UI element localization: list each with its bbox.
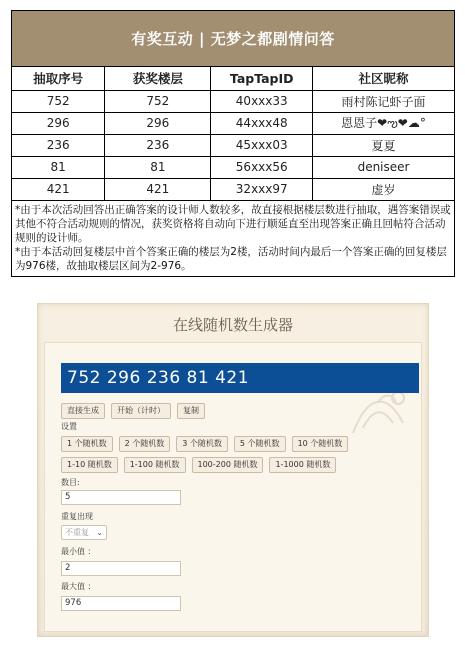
- cell-taptap-id: 44xxx48: [211, 112, 313, 134]
- table-row: [12, 134, 454, 156]
- preset-5-numbers-button[interactable]: 5 个随机数: [234, 436, 286, 452]
- repeat-label: 重复出现: [61, 512, 93, 521]
- cell-floor: 296: [105, 112, 211, 134]
- cell-nickname: 夏夏: [313, 134, 454, 156]
- cell-floor: 421: [105, 178, 211, 200]
- copy-button[interactable]: 复制: [177, 403, 205, 419]
- col-floor: 获奖楼层: [105, 67, 211, 90]
- count-presets: [61, 436, 348, 452]
- note-paragraph: *由于本活动回复楼层中首个答案正确的楼层为2楼，活动时间内最后一个答案正确的回复楼层为976楼，故抽取楼层区间为2-976。: [15, 245, 447, 272]
- cell-taptap-id: 45xxx03: [211, 134, 313, 156]
- cell-nickname: 虚岁: [313, 178, 454, 200]
- event-banner: [12, 11, 454, 67]
- table-header-row: [12, 67, 454, 90]
- cell-draw-index: 752: [12, 90, 105, 112]
- result-display: 752 296 236 81 421: [61, 363, 419, 393]
- col-draw-index: 抽取序号: [12, 67, 105, 90]
- col-nickname: 社区昵称: [313, 67, 454, 90]
- table-row: [12, 112, 454, 134]
- preset-3-numbers-button[interactable]: 3 个随机数: [176, 436, 228, 452]
- col-taptap-id: TapTapID: [211, 67, 313, 90]
- range-presets: [61, 457, 336, 473]
- range-1-100-button[interactable]: 1-100 随机数: [124, 457, 186, 473]
- settings-label: 设置: [61, 422, 77, 431]
- min-input[interactable]: 2: [61, 561, 181, 576]
- preset-1-number-button[interactable]: 1 个随机数: [61, 436, 113, 452]
- table-row: [12, 90, 454, 112]
- cell-floor: 81: [105, 156, 211, 178]
- cell-draw-index: 421: [12, 178, 105, 200]
- cell-taptap-id: 56xxx56: [211, 156, 313, 178]
- range-100-200-button[interactable]: 100-200 随机数: [192, 457, 264, 473]
- chevron-down-icon: ⌄: [96, 528, 103, 537]
- banner-title: 有奖互动 | 无梦之都剧情问答: [131, 30, 335, 48]
- note-paragraph: *由于本次活动回答出正确答案的设计师人数较多，故直接根据楼层数进行抽取，遇答案错误或其他不符合活动规则的情况，获奖资格将自动向下进行顺延直至出现答案正确且回帖符合活动规则的设计师。: [15, 203, 451, 244]
- start-timer-button[interactable]: 开始（计时）: [111, 403, 171, 419]
- cell-floor: 752: [105, 90, 211, 112]
- winners-table: [12, 67, 454, 201]
- cell-nickname: deniseer: [313, 156, 454, 178]
- cell-nickname: 雨村陈记虾子面: [313, 90, 454, 112]
- preset-2-numbers-button[interactable]: 2 个随机数: [119, 436, 171, 452]
- cell-floor: 236: [105, 134, 211, 156]
- count-label: 数目:: [61, 478, 80, 487]
- cell-draw-index: 296: [12, 112, 105, 134]
- max-label: 最大值 ：: [61, 582, 96, 591]
- range-1-10-button[interactable]: 1-10 随机数: [61, 457, 118, 473]
- result-card: [11, 10, 455, 277]
- max-input[interactable]: 976: [61, 596, 181, 611]
- table-row: [12, 156, 454, 178]
- cell-draw-index: 81: [12, 156, 105, 178]
- repeat-select[interactable]: [61, 525, 107, 540]
- cell-taptap-id: 40xxx33: [211, 90, 313, 112]
- generate-button[interactable]: 直接生成: [61, 403, 105, 419]
- preset-10-numbers-button[interactable]: 10 个随机数: [292, 436, 349, 452]
- table-row: [12, 178, 454, 200]
- action-buttons: [61, 403, 205, 419]
- range-1-1000-button[interactable]: 1-1000 随机数: [269, 457, 336, 473]
- cell-taptap-id: 32xxx97: [211, 178, 313, 200]
- rules-notes: [12, 201, 454, 276]
- cell-nickname: 恩恩子❤ఌ❤☁°: [313, 112, 454, 134]
- repeat-select-value: 不重复: [65, 528, 89, 537]
- min-label: 最小值 ：: [61, 547, 96, 556]
- generator-body: [44, 342, 422, 632]
- count-input[interactable]: 5: [61, 490, 181, 505]
- cell-draw-index: 236: [12, 134, 105, 156]
- random-generator-panel: [37, 303, 429, 637]
- generator-title: 在线随机数生成器: [172, 316, 293, 334]
